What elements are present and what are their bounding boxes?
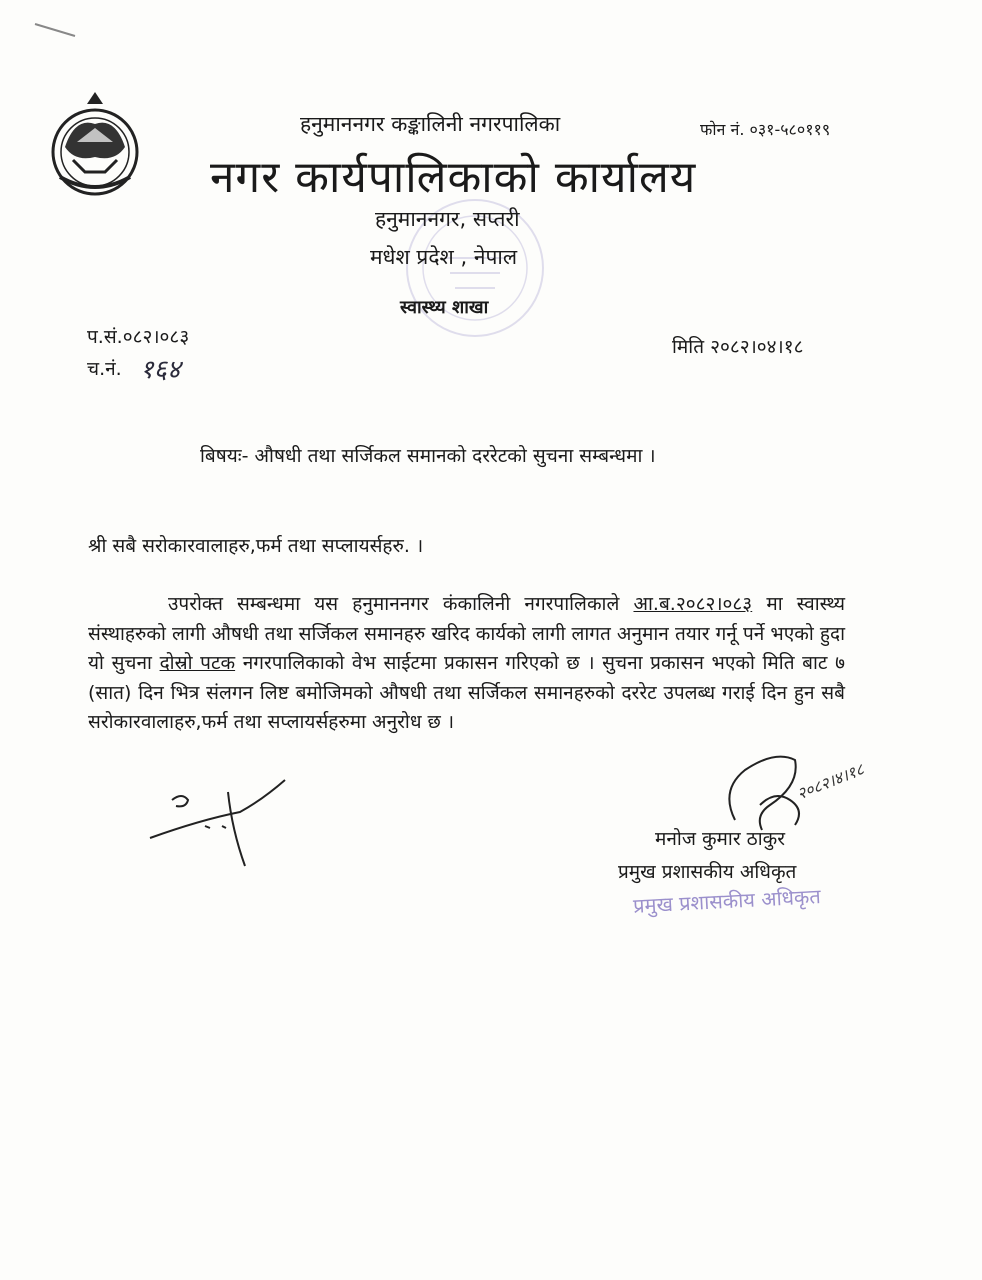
handwritten-date: २०८२।४।१८ — [794, 759, 867, 804]
chalan-label: च.नं. — [87, 358, 122, 380]
address-line-2: मधेश प्रदेश , नेपाल — [370, 245, 518, 269]
second-time: दोस्रो पटक — [159, 652, 236, 674]
letter-date: मिति २०८२।०४।१८ — [672, 336, 804, 358]
greeting-line: श्री सबै सरोकारवालाहरु,फर्म तथा सप्लायर्सहरु. । — [88, 535, 424, 557]
address-line-1: हनुमाननगर, सप्तरी — [375, 207, 520, 231]
body-part-2: मा स्वास्थ्य संस्थाहरुको लागी औषधी तथा सर्जिकल समानहरु खरिद कार्यको लागी लागत अनुमान तयार गर्नू पर्ने भएको हुदा यो सुचना — [88, 593, 846, 674]
branch-name: स्वास्थ्य शाखा — [400, 297, 489, 318]
municipality-name: हनुमाननगर कङ्कालिनी नगरपालिका — [300, 112, 561, 136]
subject-line: बिषयः- औषधी तथा सर्जिकल समानको दररेटको सुचना सम्बन्धमा । — [200, 445, 656, 467]
office-title: नगर कार्यपालिकाको कार्यालय — [210, 152, 697, 203]
reference-number: प.सं.०८२।०८३ — [87, 326, 190, 348]
signer-title: प्रमुख प्रशासकीय अधिकृत — [618, 861, 797, 883]
chalan-number: १६४ — [140, 355, 181, 385]
fiscal-year: आ.ब.२०८२।०८३ — [633, 593, 753, 615]
official-stamp: प्रमुख प्रशासकीय अधिकृत — [632, 884, 822, 918]
phone-number: फोन नं. ०३१-५८०११९ — [700, 120, 831, 139]
signer-name: मनोज कुमार ठाकुर — [655, 828, 785, 850]
body-part-1: उपरोक्त सम्बन्धमा यस हनुमाननगर कंकालिनी नगरपालिकाले — [168, 593, 634, 615]
body-part-3: नगरपालिकाको वेभ साईटमा प्रकासन गरिएको छ । सुचना प्रकासन भएको मिति बाट ७ (सात) दिन भित्र संलगन लिष्ट बमोजिमको औषधी तथा सर्जिकल समानहरुको दररेट उपलब्ध गराई दिन हुन सबै सरोकारवालाहरु,फर्म तथा सप्लायर्सहरुमा अनुरोध छ । — [88, 652, 845, 733]
